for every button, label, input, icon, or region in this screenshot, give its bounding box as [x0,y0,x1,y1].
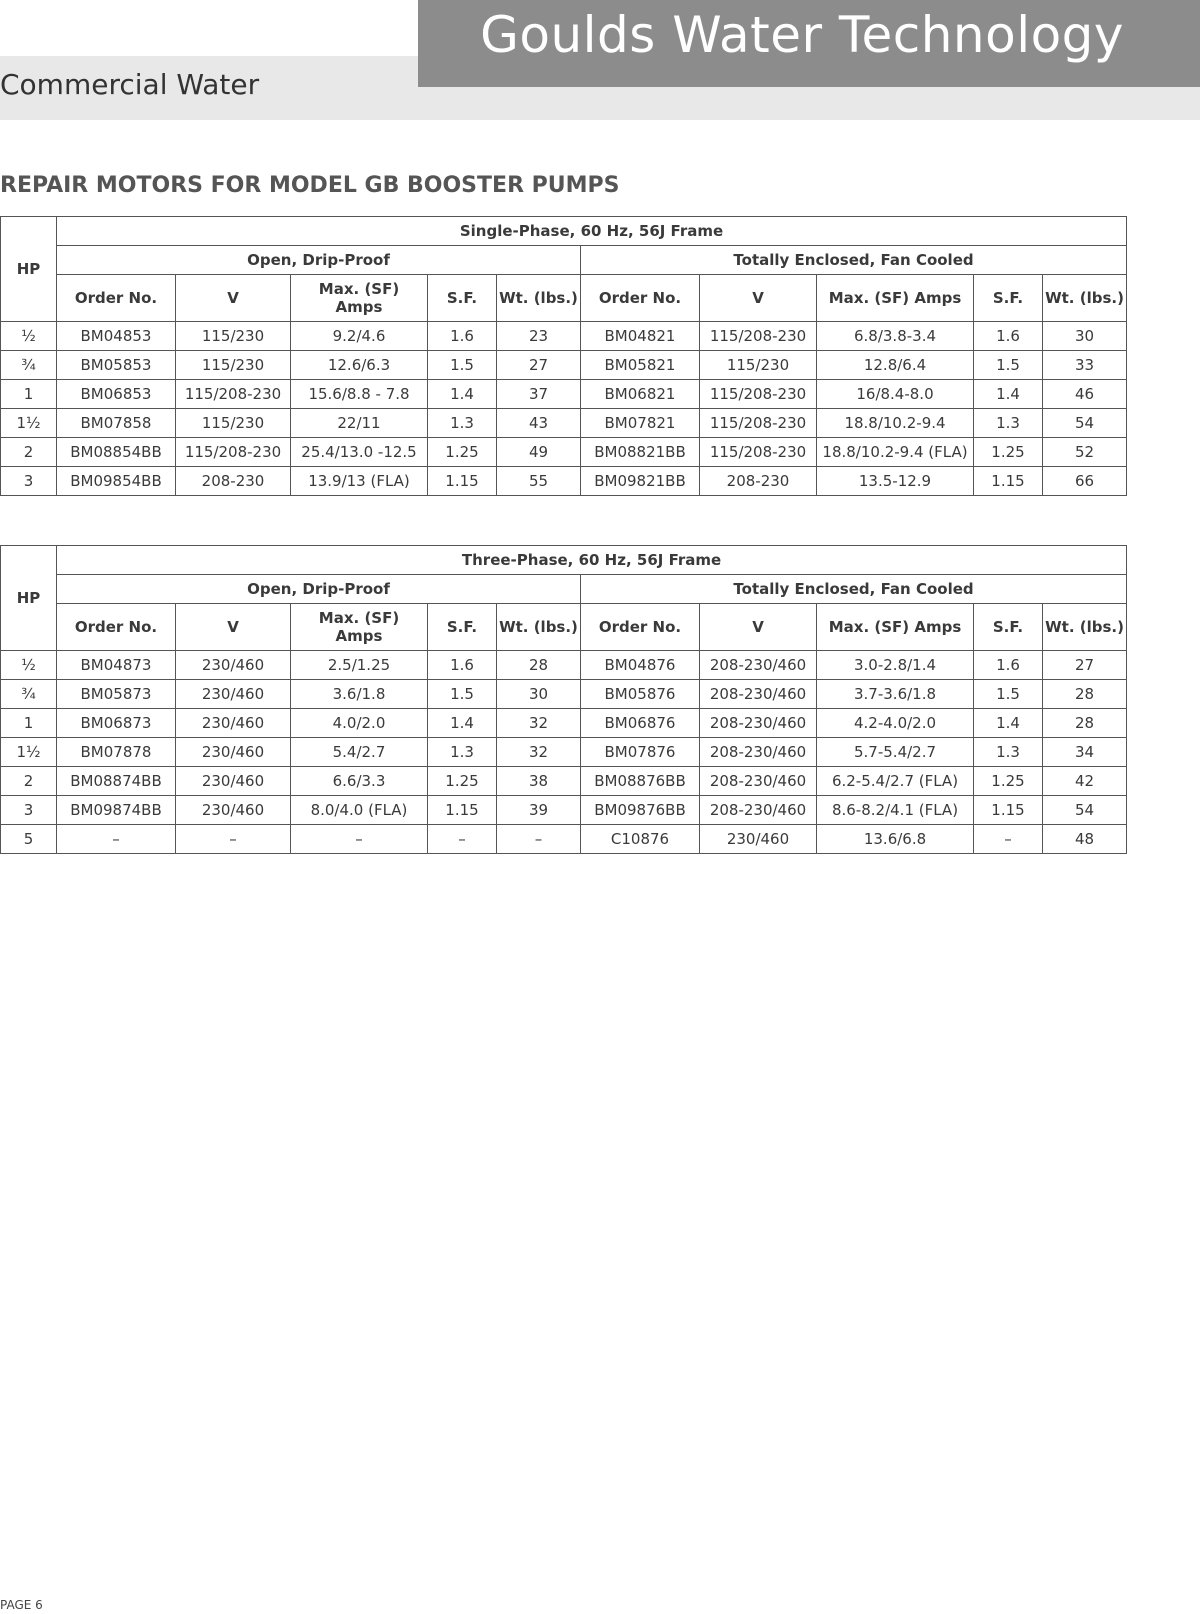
column-header-row [1,275,1127,322]
column-header: Order No. [57,275,176,322]
table-row [1,438,1127,467]
table-cell: BM05853 [57,351,176,380]
hp-cell: 5 [1,825,57,854]
table-cell: 28 [1043,680,1127,709]
column-header: S.F. [428,604,497,651]
three-phase-table [0,545,1127,854]
table-cell: 2.5/1.25 [291,651,428,680]
table-row [1,651,1127,680]
table-cell: BM05821 [581,351,700,380]
table-cell: 1.4 [974,709,1043,738]
table-cell: 1.4 [974,380,1043,409]
table-cell: 115/208-230 [700,322,817,351]
hp-cell: ¾ [1,351,57,380]
table-cell: BM07858 [57,409,176,438]
table-cell: 1.15 [974,796,1043,825]
brand-banner [418,0,1200,87]
table-cell: 66 [1043,467,1127,496]
table-cell: 1.6 [428,322,497,351]
hp-cell: ½ [1,322,57,351]
table-cell: 208-230/460 [700,709,817,738]
table-cell: 230/460 [176,767,291,796]
table-cell: 115/230 [176,351,291,380]
column-header: V [700,275,817,322]
group-tefc: Totally Enclosed, Fan Cooled [581,246,1127,275]
table-cell: BM06876 [581,709,700,738]
table-cell: 33 [1043,351,1127,380]
table-cell: 42 [1043,767,1127,796]
table-cell: 208-230 [700,467,817,496]
table-cell: 55 [497,467,581,496]
table-cell: 1.25 [974,767,1043,796]
table-cell: BM07821 [581,409,700,438]
table-cell: 34 [1043,738,1127,767]
hp-cell: 3 [1,467,57,496]
column-header: Max. (SF) Amps [291,604,428,651]
table-cell: 25.4/13.0 -12.5 [291,438,428,467]
table-row [1,322,1127,351]
table-cell: 1.6 [974,322,1043,351]
table-cell: 3.0-2.8/1.4 [817,651,974,680]
table-cell: BM04853 [57,322,176,351]
table-cell: BM06873 [57,709,176,738]
table-cell: 115/208-230 [176,438,291,467]
column-header: Wt. (lbs.) [497,604,581,651]
table-cell: BM07878 [57,738,176,767]
table-cell: 208-230 [176,467,291,496]
table-cell: 16/8.4-8.0 [817,380,974,409]
table-cell: 230/460 [176,738,291,767]
table-cell: 1.3 [974,409,1043,438]
table-cell: BM04821 [581,322,700,351]
table-cell: 28 [497,651,581,680]
table-cell: C10876 [581,825,700,854]
single-phase-table [0,216,1127,496]
table-cell: BM07876 [581,738,700,767]
table-cell: 30 [1043,322,1127,351]
table-cell: 4.0/2.0 [291,709,428,738]
table-cell: 1.5 [428,680,497,709]
table-cell: 5.7-5.4/2.7 [817,738,974,767]
column-header: V [176,604,291,651]
column-header: Max. (SF) Amps [291,275,428,322]
table-cell: 1.15 [428,467,497,496]
table-cell: 54 [1043,796,1127,825]
table-cell: 39 [497,796,581,825]
hp-cell: 1 [1,709,57,738]
hp-cell: 1½ [1,409,57,438]
table-cell: BM04873 [57,651,176,680]
table-cell: 230/460 [176,709,291,738]
page-number: PAGE 6 [0,1598,43,1612]
table-cell: BM08874BB [57,767,176,796]
table-row [1,825,1127,854]
table-cell: 1.6 [428,651,497,680]
table-cell: BM06853 [57,380,176,409]
table-cell: 12.6/6.3 [291,351,428,380]
column-header: S.F. [428,275,497,322]
table-cell: 6.8/3.8-3.4 [817,322,974,351]
column-header: Wt. (lbs.) [1043,604,1127,651]
table-cell: 12.8/6.4 [817,351,974,380]
table-cell: 6.2-5.4/2.7 (FLA) [817,767,974,796]
column-header: S.F. [974,604,1043,651]
table-cell: 3.7-3.6/1.8 [817,680,974,709]
hp-cell: ½ [1,651,57,680]
table-cell: 115/208-230 [700,409,817,438]
table-cell: BM09876BB [581,796,700,825]
table-row [1,738,1127,767]
table-cell: BM04876 [581,651,700,680]
table-cell: 115/230 [176,409,291,438]
column-header: Wt. (lbs.) [1043,275,1127,322]
table-cell: 115/230 [176,322,291,351]
column-header: Wt. (lbs.) [497,275,581,322]
column-header: Order No. [57,604,176,651]
table-cell: 115/230 [700,351,817,380]
table-body [1,651,1127,854]
table-body [1,322,1127,496]
table-cell: 8.0/4.0 (FLA) [291,796,428,825]
frame-title: Three-Phase, 60 Hz, 56J Frame [57,546,1127,575]
column-header: Order No. [581,604,700,651]
table-cell: 208-230/460 [700,767,817,796]
table-cell: – [974,825,1043,854]
table-cell: 5.4/2.7 [291,738,428,767]
table-cell: 1.5 [974,351,1043,380]
table-cell: 1.5 [428,351,497,380]
table-cell: 27 [497,351,581,380]
table-cell: 208-230/460 [700,796,817,825]
table-cell: 1.15 [428,796,497,825]
table-cell: BM09821BB [581,467,700,496]
table-row [1,680,1127,709]
table-cell: BM08854BB [57,438,176,467]
table-row [1,796,1127,825]
table-cell: 3.6/1.8 [291,680,428,709]
hp-cell: 1½ [1,738,57,767]
table-cell: 115/208-230 [700,438,817,467]
column-header: S.F. [974,275,1043,322]
table-cell: 4.2-4.0/2.0 [817,709,974,738]
table-cell: 28 [1043,709,1127,738]
table-cell: 1.3 [428,738,497,767]
column-header: Max. (SF) Amps [817,604,974,651]
table-cell: 27 [1043,651,1127,680]
table-cell: 1.4 [428,380,497,409]
column-header: V [700,604,817,651]
table-cell: 1.3 [428,409,497,438]
table-cell: 1.25 [428,438,497,467]
table-cell: 38 [497,767,581,796]
table-row [1,709,1127,738]
table-cell: – [176,825,291,854]
table-cell: – [428,825,497,854]
hp-cell: 3 [1,796,57,825]
table-cell: 52 [1043,438,1127,467]
table-cell: 230/460 [176,680,291,709]
table-cell: 15.6/8.8 - 7.8 [291,380,428,409]
table-row [1,767,1127,796]
table-cell: 43 [497,409,581,438]
table-cell: BM06821 [581,380,700,409]
table-cell: 37 [497,380,581,409]
hp-cell: ¾ [1,680,57,709]
table-cell: 208-230/460 [700,651,817,680]
table-cell: BM08821BB [581,438,700,467]
column-header: Max. (SF) Amps [817,275,974,322]
table-cell: 230/460 [176,796,291,825]
table-cell: 54 [1043,409,1127,438]
table-cell: 13.9/13 (FLA) [291,467,428,496]
table-cell: 1.15 [974,467,1043,496]
group-tefc: Totally Enclosed, Fan Cooled [581,575,1127,604]
table-cell: 30 [497,680,581,709]
table-cell: 9.2/4.6 [291,322,428,351]
table-cell: 1.4 [428,709,497,738]
column-header: Order No. [581,275,700,322]
table-row [1,409,1127,438]
table-cell: BM09854BB [57,467,176,496]
table-cell: 22/11 [291,409,428,438]
table-cell: 208-230/460 [700,738,817,767]
group-open-drip-proof: Open, Drip-Proof [57,575,581,604]
table-cell: BM08876BB [581,767,700,796]
table-cell: 115/208-230 [176,380,291,409]
table-cell: – [497,825,581,854]
hp-header: HP [1,546,57,651]
table-cell: 1.25 [974,438,1043,467]
table-cell: 13.6/6.8 [817,825,974,854]
table-cell: 23 [497,322,581,351]
table-cell: 32 [497,738,581,767]
table-cell: 1.6 [974,651,1043,680]
table-cell: 32 [497,709,581,738]
frame-title: Single-Phase, 60 Hz, 56J Frame [57,217,1127,246]
table-cell: 230/460 [700,825,817,854]
brand-name: Goulds Water Technology [480,6,1124,64]
hp-header: HP [1,217,57,322]
table-cell: 1.25 [428,767,497,796]
table-cell: 1.3 [974,738,1043,767]
table-cell: 8.6-8.2/4.1 (FLA) [817,796,974,825]
page-subtitle: Commercial Water [0,68,260,101]
hp-cell: 1 [1,380,57,409]
table-cell: 208-230/460 [700,680,817,709]
hp-cell: 2 [1,438,57,467]
table-cell: 18.8/10.2-9.4 [817,409,974,438]
column-header-row [1,604,1127,651]
table-cell: 18.8/10.2-9.4 (FLA) [817,438,974,467]
group-open-drip-proof: Open, Drip-Proof [57,246,581,275]
table-cell: 6.6/3.3 [291,767,428,796]
table-cell: BM09874BB [57,796,176,825]
table-row [1,351,1127,380]
table-cell: – [291,825,428,854]
table-cell: 13.5-12.9 [817,467,974,496]
table-cell: BM05873 [57,680,176,709]
table-cell: – [57,825,176,854]
table-cell: 230/460 [176,651,291,680]
section-title: REPAIR MOTORS FOR MODEL GB BOOSTER PUMPS [0,173,620,198]
table-cell: 1.5 [974,680,1043,709]
hp-cell: 2 [1,767,57,796]
table-cell: 46 [1043,380,1127,409]
column-header: V [176,275,291,322]
table-cell: BM05876 [581,680,700,709]
table-row [1,467,1127,496]
table-cell: 49 [497,438,581,467]
table-cell: 115/208-230 [700,380,817,409]
table-row [1,380,1127,409]
table-cell: 48 [1043,825,1127,854]
